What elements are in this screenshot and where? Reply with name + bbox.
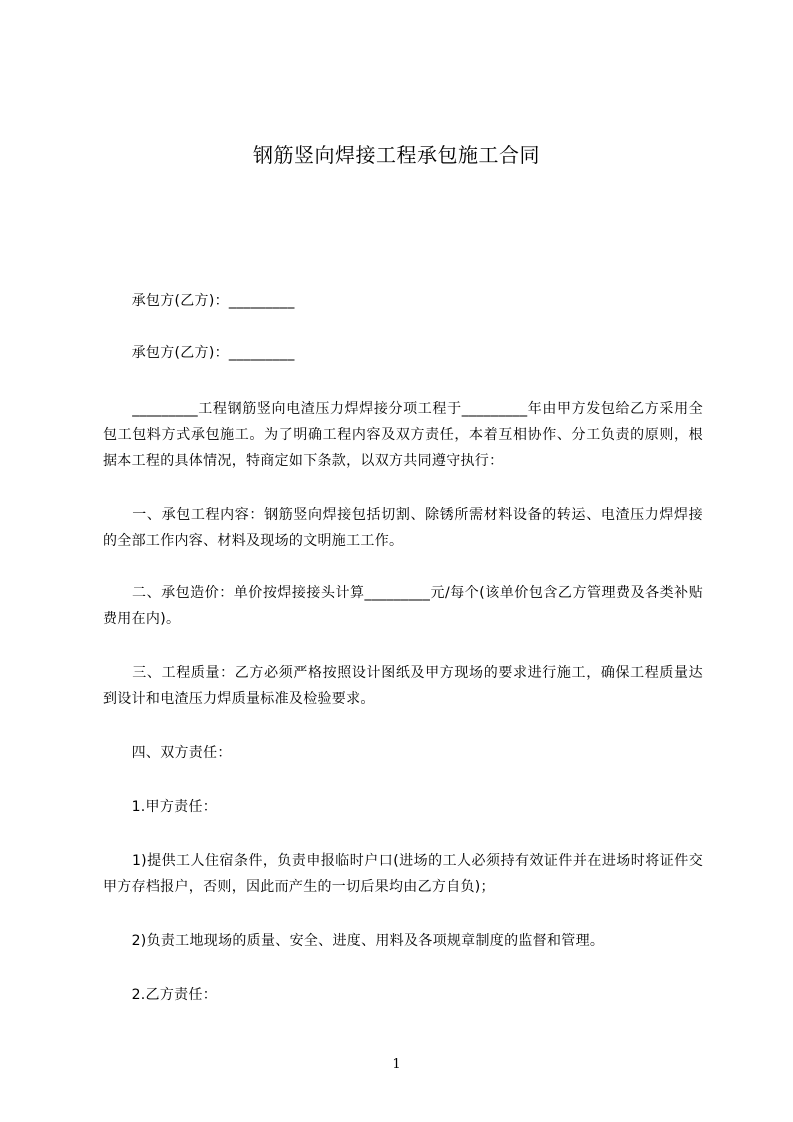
contractor-party-line-1: 承包方(乙方)：_________ bbox=[103, 293, 295, 309]
clause-2-price: 二、承包造价：单价按焊接接头计算_________元/每个(该单价包含乙方管理费及各类补贴费用在内)。 bbox=[103, 585, 703, 627]
party-b-responsibility-heading: 2.乙方责任： bbox=[103, 987, 218, 1003]
party-a-item-2: 2)负责工地现场的质量、安全、进度、用料及各项规章制度的监督和管理。 bbox=[103, 933, 605, 949]
intro-paragraph: _________工程钢筋竖向电渣压力焊焊接分项工程于_________年由甲方发包给乙方采用全包工包料方式承包施工。为了明确工程内容及双方责任，本着互相协作、分工负责的原则，根据本工程的具体情况，特商定如下条款，以双方共同遵守执行： bbox=[103, 401, 703, 469]
clause-3-quality: 三、工程质量：乙方必须严格按照设计图纸及甲方现场的要求进行施工，确保工程质量达到设计和电渣压力焊质量标准及检验要求。 bbox=[103, 665, 703, 707]
clause-4-heading: 四、双方责任： bbox=[103, 745, 232, 761]
party-a-responsibility-heading: 1.甲方责任： bbox=[103, 799, 218, 815]
contractor-party-line-2: 承包方(乙方)：_________ bbox=[103, 345, 295, 361]
document-title: 钢筋竖向焊接工程承包施工合同 bbox=[253, 143, 540, 167]
party-a-item-1: 1)提供工人住宿条件，负责申报临时户口(进场的工人必须持有效证件并在进场时将证件交甲方存档报户，否则，因此而产生的一切后果均由乙方自负)； bbox=[103, 853, 703, 895]
page-number: 1 bbox=[392, 1057, 401, 1072]
clause-1-scope: 一、承包工程内容：钢筋竖向焊接包括切割、除锈所需材料设备的转运、电渣压力焊焊接的全部工作内容、材料及现场的文明施工工作。 bbox=[103, 507, 703, 549]
